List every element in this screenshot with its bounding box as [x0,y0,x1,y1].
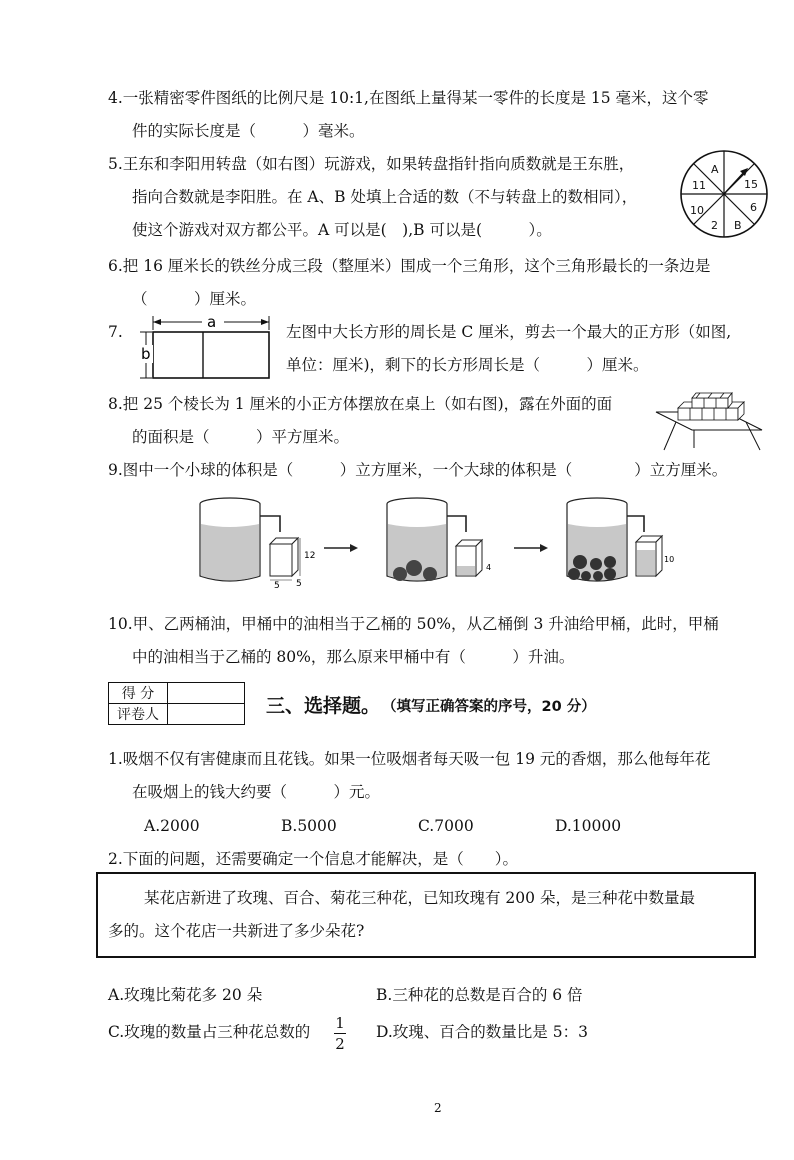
beakers-figure [196,492,674,592]
beaker1-height-label: 12 [304,551,316,561]
spinner-label-a: A [711,163,719,176]
q5-line1: 5.王东和李阳用转盘（如右图）玩游戏，如果转盘指针指向质数就是王东胜， [108,155,635,173]
beaker-3 [567,498,674,581]
beaker1-width-label: 5 [274,581,280,591]
grader-cell[interactable] [168,704,245,725]
q4-line1: 4.一张精密零件图纸的比例尺是 10:1,在图纸上量得某一零件的长度是 15 毫米，这个零 [108,89,709,107]
choice-q1-line1: 1.吸烟不仅有害健康而且花钱。如果一位吸烟者每天吸一包 19 元的香烟，那么他每年花 [108,750,711,768]
q5-line3: 使这个游戏对双方都公平。A 可以是( ),B 可以是( ）。 [132,221,552,239]
page-number: 2 [434,1101,442,1115]
fraction-denominator: 2 [335,1035,345,1053]
choice-q2-line1: 2.下面的问题，还需要确定一个信息才能解决，是（ ）。 [108,850,519,868]
score-label: 得 分 [109,683,168,704]
choice-q2-option-a[interactable]: A.玫瑰比菊花多 20 朵 [108,986,263,1004]
beaker-1 [200,498,315,591]
grader-label: 评卷人 [109,704,168,725]
beaker3-level-label: 10 [664,555,674,564]
choice-q1-option-c[interactable]: C.7000 [418,817,474,835]
q7-line2: 单位：厘米)，剩下的长方形周长是（ ）厘米。 [286,356,649,374]
choice-q2-box-line1: 某花店新进了玫瑰、百合、菊花三种花，已知玫瑰有 200 朵，是三种花中数量最 [144,889,695,907]
q6-line1: 6.把 16 厘米长的铁丝分成三段（整厘米）围成一个三角形，这个三角形最长的一条边是 [108,257,711,275]
beaker2-level-label: 4 [486,563,492,572]
rect-label-a: a [207,313,217,331]
q8-line2: 的面积是（ ）平方厘米。 [132,428,350,446]
spinner-label-2: 2 [711,219,718,232]
score-box [108,682,245,725]
spinner-label-6: 6 [750,201,757,214]
choice-q1-option-b[interactable]: B.5000 [281,817,337,835]
spinner-figure [678,148,770,240]
q7-line1: 左图中大长方形的周长是 C 厘米，剪去一个最大的正方形（如图, [286,323,732,341]
fraction-numerator: 1 [335,1014,345,1032]
q9-line1: 9.图中一个小球的体积是（ ）立方厘米，一个大球的体积是（ ）立方厘米。 [108,461,728,479]
choice-q2-option-d[interactable]: D.玫瑰、百合的数量比是 5：3 [376,1023,588,1041]
spinner-label-15: 15 [744,178,758,191]
q4-line2: 件的实际长度是（ ）毫米。 [132,122,365,140]
spinner-label-b: B [734,219,742,232]
section3-title: 三、选择题。 [266,695,381,717]
choice-q2-box-line2: 多的。这个花店一共新进了多少朵花? [108,922,365,940]
beaker-2 [387,498,491,581]
choice-q2-option-b[interactable]: B.三种花的总数是百合的 6 倍 [376,986,583,1004]
rectangle-figure [138,312,274,382]
choice-q2-option-c[interactable]: C.玫瑰的数量占三种花总数的 [108,1023,311,1041]
beaker1-depth-label: 5 [296,579,302,589]
q5-line2: 指向合数就是李阳胜。在 A、B 处填上合适的数（不与转盘上的数相同）， [132,188,638,206]
choice-q1-option-d[interactable]: D.10000 [555,817,622,835]
section3-note: （填写正确答案的序号，20 分） [382,699,596,715]
score-cell[interactable] [168,683,245,704]
rect-label-b: b [141,345,151,363]
choice-q1-option-a[interactable]: A.2000 [144,817,200,835]
choice-q1-line2: 在吸烟上的钱大约要（ ）元。 [132,783,381,801]
q6-line2: （ ）厘米。 [132,290,257,308]
q7-number: 7. [108,323,123,341]
spinner-label-10: 10 [690,204,704,217]
q8-line1: 8.把 25 个棱长为 1 厘米的小正方体摆放在桌上（如右图)，露在外面的面 [108,395,613,413]
q10-line2: 中的油相当于乙桶的 80%，那么原来甲桶中有（ ）升油。 [132,648,575,666]
spinner-label-11: 11 [692,179,706,192]
one-half-fraction [334,1014,346,1053]
choice-q2-problem-box [96,872,756,958]
q10-line1: 10.甲、乙两桶油，甲桶中的油相当于乙桶的 50%，从乙桶倒 3 升油给甲桶，此时，甲桶 [108,615,719,633]
cubes-on-table-figure [654,386,766,452]
